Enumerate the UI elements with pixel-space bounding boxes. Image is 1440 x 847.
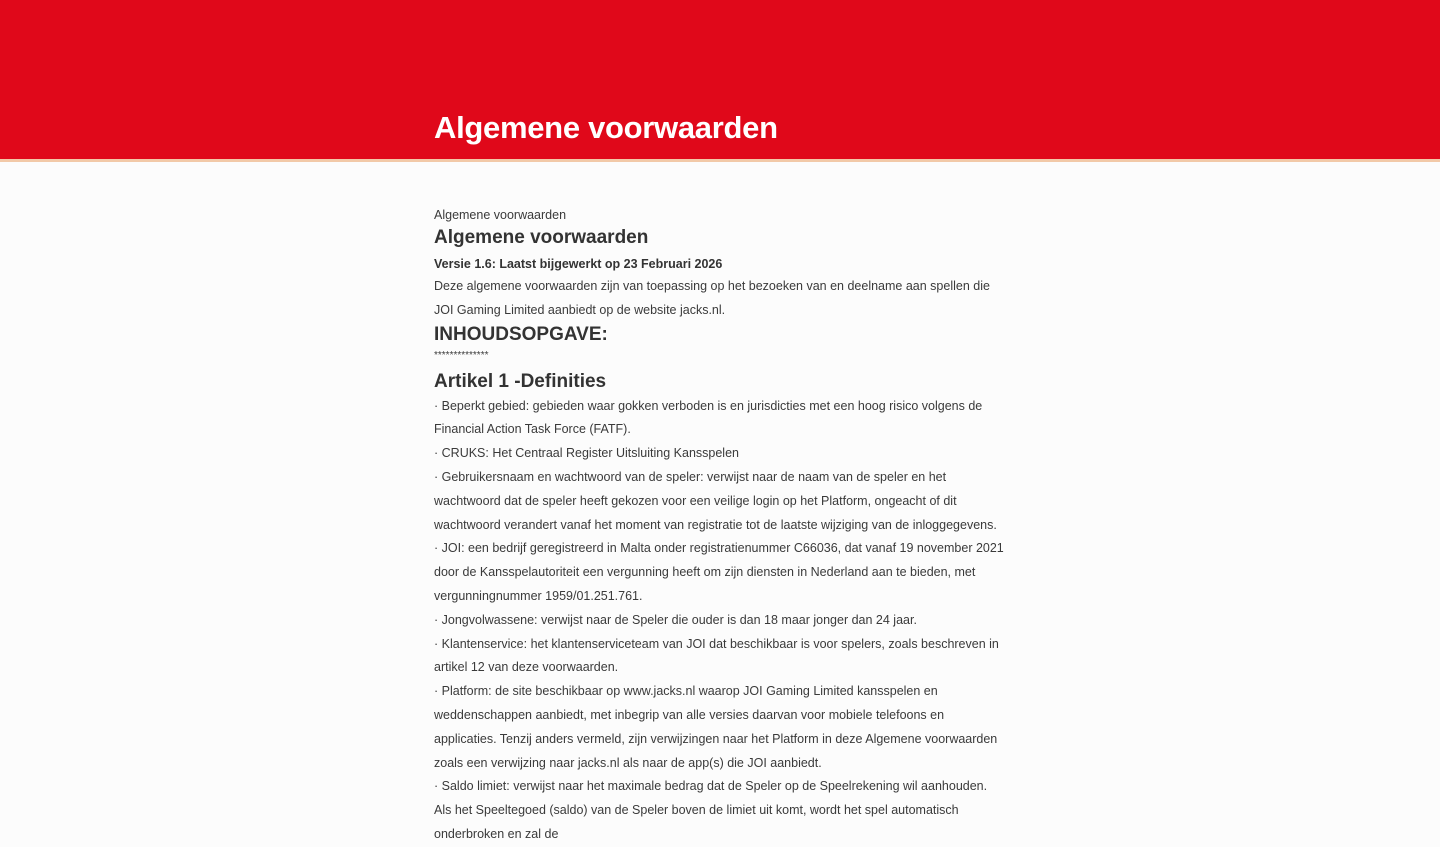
toc-placeholder-stars: ************** xyxy=(434,349,489,361)
breadcrumb: Algemene voorwaarden xyxy=(434,208,567,222)
document-title: Algemene voorwaarden xyxy=(434,227,649,248)
definition-item: · Jongvolwassene: verwijst naar de Speler die ouder is dan 18 maar jonger dan 24 jaar. xyxy=(434,612,917,627)
definition-item: · Beperkt gebied: gebieden waar gokken verboden is en jurisdicties met een hoog risico volgens de Financial Action Task Force (FATF). xyxy=(434,398,983,437)
definition-item: · Platform: de site beschikbaar op www.jacks.nl waarop JOI Gaming Limited kansspelen en weddenschappen aanbiedt, met inbegrip van alle versies daarvan voor mobiele telefoons en applicaties. Tenzij anders vermeld, zijn verwijzingen naar het Platform in deze Algemene voorwaarden zoals een verwijzing naar jacks.nl als naar de app(s) die JOI aanbiedt. xyxy=(434,684,998,770)
page-title: Algemene voorwaarden xyxy=(434,110,778,145)
definition-item: · Gebruikersnaam en wachtwoord van de speler: verwijst naar de naam van de speler en het wachtwoord dat de speler heeft gekozen voor een veilige login op het Platform, ongeacht of dit wachtwoord verandert vanaf het moment van registratie tot de laatste wijziging van de inloggegevens. xyxy=(434,469,997,532)
toc-heading: INHOUDSOPGAVE: xyxy=(434,323,608,345)
definition-item: · Saldo limiet: verwijst naar het maximale bedrag dat de Speler op de Speelrekening wil aanhouden. Als het Speeltegoed (saldo) van de Speler boven de limiet uit komt, wordt het spel automatisch onderbroken en zal de xyxy=(434,779,988,841)
version-label: Versie 1.6: Laatst bijgewerkt op 23 Februari 2026 xyxy=(434,257,723,271)
definition-item: · JOI: een bedrijf geregistreerd in Malta onder registratienummer C66036, dat vanaf 19 november 2021 door de Kansspelautoriteit een vergunning heeft om zijn diensten in Nederland aan te bieden, met vergunningnummer 1959/01.251.761. xyxy=(434,541,1004,603)
article-1-heading: Artikel 1 -Definities xyxy=(434,370,607,392)
page-hero-banner xyxy=(0,0,1440,162)
intro-paragraph: Deze algemene voorwaarden zijn van toepassing op het bezoeken van en deelname aan spellen die JOI Gaming Limited aanbiedt op de website jacks.nl. xyxy=(434,279,990,317)
definitions-list xyxy=(434,395,1006,847)
terms-content xyxy=(434,205,1006,847)
definition-item: · CRUKS: Het Centraal Register Uitsluiting Kansspelen xyxy=(434,446,739,461)
definition-item: · Klantenservice: het klantenserviceteam van JOI dat beschikbaar is voor spelers, zoals beschreven in artikel 12 van deze voorwaarden. xyxy=(434,636,999,675)
